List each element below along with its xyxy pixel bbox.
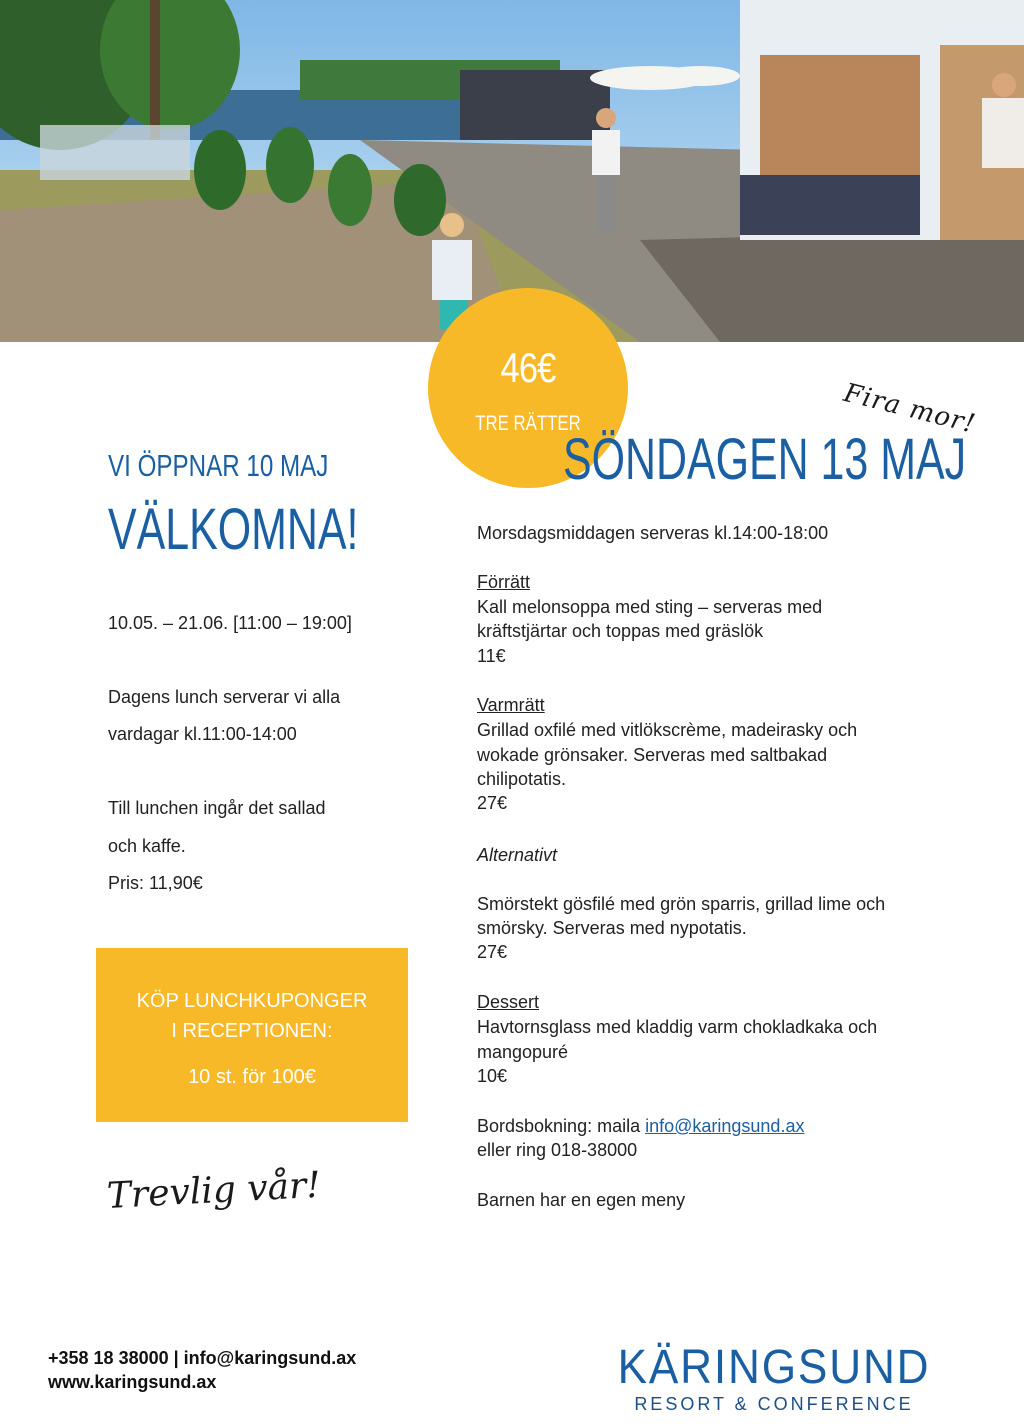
kids-menu-note: Barnen har en egen meny xyxy=(477,1190,686,1210)
opening-dates: 10.05. – 21.06. [11:00 – 19:00] xyxy=(108,613,352,633)
booking-prefix: Bordsbokning: maila xyxy=(477,1116,646,1136)
coupon-line-2: I RECEPTIONEN: xyxy=(171,1020,333,1042)
main-desc-2: wokade grönsaker. Serveras med saltbakad xyxy=(477,745,828,765)
starter-desc-2: kräftstjärtar och toppas med gräslök xyxy=(477,621,764,641)
starter-desc-1: Kall melonsoppa med sting – serveras med xyxy=(477,597,823,617)
lunch-includes-1: Till lunchen ingår det sallad xyxy=(108,798,326,818)
alt-heading: Alternativt xyxy=(477,845,558,865)
booking-line xyxy=(477,1116,804,1137)
dessert-desc-2: mangopuré xyxy=(477,1042,569,1062)
fira-mor-tagline: Fira mor! xyxy=(840,378,979,440)
main-price: 27€ xyxy=(477,793,508,813)
footer-contact: +358 18 38000 | info@karingsund.ax xyxy=(48,1348,357,1368)
dessert-price: 10€ xyxy=(477,1066,508,1086)
main-heading: Varmrätt xyxy=(477,695,545,715)
starter-heading: Förrätt xyxy=(477,572,531,592)
dessert-desc-1: Havtornsglass med kladdig varm chokladkaka och xyxy=(477,1017,878,1037)
alt-desc-1: Smörstekt gösfilé med grön sparris, grillad lime och xyxy=(477,894,886,914)
badge-label: TRE RÄTTER xyxy=(475,412,581,435)
main-desc-3: chilipotatis. xyxy=(477,769,567,789)
event-title: SÖNDAGEN 13 MAJ xyxy=(563,427,967,492)
welcome-heading: VÄLKOMNA! xyxy=(108,497,359,562)
coupon-line-3: 10 st. för 100€ xyxy=(188,1066,316,1088)
brand-name: KÄRINGSUND xyxy=(617,1341,931,1394)
alt-price: 27€ xyxy=(477,942,508,962)
alt-desc-2: smörsky. Serveras med nypotatis. xyxy=(477,918,747,938)
lunch-text-2: vardagar kl.11:00-14:00 xyxy=(108,724,297,744)
dessert-heading: Dessert xyxy=(477,992,540,1012)
coupon-line-1: KÖP LUNCHKUPONGER xyxy=(136,990,368,1012)
booking-email-link[interactable]: info@karingsund.ax xyxy=(645,1116,805,1136)
brand-logo xyxy=(584,1341,964,1415)
lunch-text-1: Dagens lunch serverar vi alla xyxy=(108,687,341,707)
starter-price: 11€ xyxy=(477,646,506,666)
badge-price: 46€ xyxy=(500,344,556,391)
coupon-box xyxy=(96,948,408,1122)
brand-subtitle: RESORT & CONFERENCE xyxy=(634,1394,914,1414)
footer-website: www.karingsund.ax xyxy=(48,1372,217,1392)
served-time: Morsdagsmiddagen serveras kl.14:00-18:00 xyxy=(477,523,829,543)
booking-phone: eller ring 018-38000 xyxy=(477,1140,638,1160)
opening-heading: VI ÖPPNAR 10 MAJ xyxy=(108,448,329,483)
lunch-includes-2: och kaffe. xyxy=(108,836,186,856)
main-desc-1: Grillad oxfilé med vitlökscrème, madeirasky och xyxy=(477,720,858,740)
lunch-price: Pris: 11,90€ xyxy=(108,873,203,893)
farewell-text: Trevlig vår! xyxy=(106,1164,322,1217)
